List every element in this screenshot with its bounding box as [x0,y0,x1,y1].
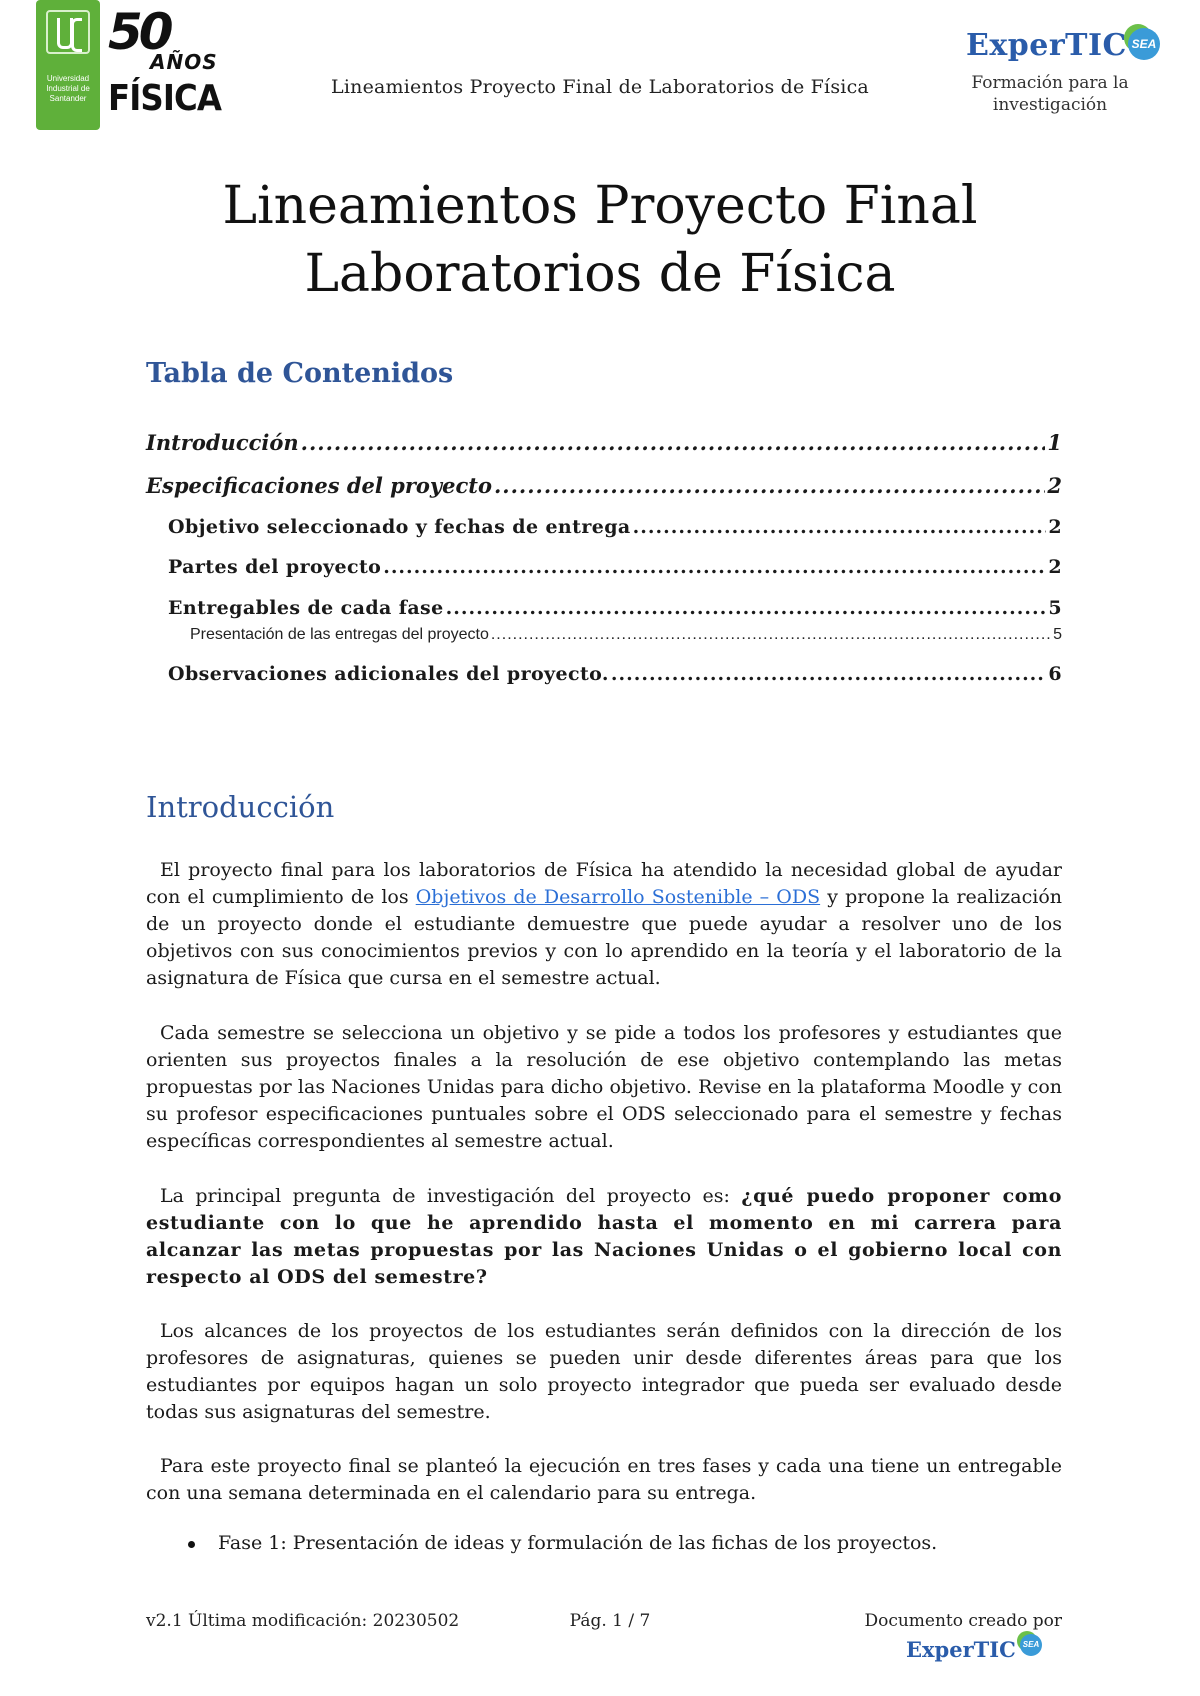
footer-expertic-brand [906,1637,1016,1662]
footer-created-by: Documento creado por [864,1611,1062,1631]
toc-entry-label: Especificaciones del proyecto [146,473,492,498]
toc-heading: Tabla de Contenidos [146,358,454,389]
expertic-brand [966,28,1127,63]
toc-entry-label: Entregables de cada fase [168,597,444,619]
expertic-brand-a: Exper [966,28,1066,63]
intro-paragraph-2 [146,1020,1062,1155]
document-title [100,172,1100,308]
toc-entry-entregables[interactable] [168,597,1062,619]
toc-leader-dots [383,556,1046,578]
toc-entry-label: Partes del proyecto [168,556,382,578]
uis-monogram-icon [46,10,90,54]
toc-leader-dots [491,626,1051,644]
intro-p1-text-a: El proyecto final para los laboratorios de Física ha atendido la necesidad global de ayudar con el cumplimiento de los [146,859,1062,908]
fisica-logo-anos: AÑOS [150,50,218,74]
phases-list [146,1530,1062,1557]
toc-entry-objetivo[interactable] [168,516,1062,538]
toc-entry-page: 5 [1053,626,1062,643]
fisica-logo-word: FÍSICA [108,78,222,119]
sea-badge-icon: SEA [1128,28,1160,60]
footer-version: v2.1 Última modificación: 20230502 [146,1611,460,1631]
expertic-tagline: Formación para la investigación [971,73,1129,115]
toc-entry-presentacion[interactable] [190,626,1062,644]
toc-entry-page: 2 [1047,473,1062,498]
footer-sea-badge-icon: SEA [1020,1634,1042,1656]
toc-leader-dots [494,473,1045,498]
toc-entry-page: 2 [1048,556,1062,578]
toc-entry-label: Objetivo seleccionado y fechas de entrega [168,516,631,538]
fisica-logo-fifty: 50 [108,3,170,61]
toc-entry-partes[interactable] [168,556,1062,578]
toc-entry-page: 1 [1047,430,1062,455]
toc-entry-page: 5 [1048,597,1062,619]
fisica-50-anos-logo [108,3,222,128]
toc-entry-label: Presentación de las entregas del proyecto [190,626,489,643]
toc-entry-page: 2 [1048,516,1062,538]
toc-entry-label: Observaciones adicionales del proyecto. [168,663,609,685]
bullet-icon [188,1541,195,1548]
footer-brand-a: Exper [906,1637,974,1662]
intro-paragraph-4 [146,1318,1062,1426]
uis-logo-text: Universidad Industrial de Santander [46,74,90,103]
running-header-title: Lineamientos Proyecto Final de Laboratorios de Física [331,76,869,98]
list-item [146,1530,1062,1557]
intro-paragraph-1 [146,857,1062,992]
intro-paragraph-3 [146,1183,1062,1291]
expertic-brand-b: TIC [1065,28,1127,63]
footer-page-number: Pág. 1 / 7 [569,1611,651,1631]
toc-leader-dots [301,430,1046,455]
toc-entry-label: Introducción [146,430,299,455]
toc-entry-especificaciones[interactable] [146,473,1062,498]
intro-p3-text: La principal pregunta de investigación del proyecto es: [160,1185,742,1207]
intro-p4-text: Los alcances de los proyectos de los estudiantes serán definidos con la dirección de los profesores de asignaturas, quienes se pueden unir desde diferentes áreas para que los estudiantes por equipos hagan un solo proyecto integrador que pueda ser evaluado desde todas sus asignaturas del semestre. [146,1320,1062,1423]
ods-link[interactable]: Objetivos de Desarrollo Sostenible – ODS [415,886,821,908]
toc-leader-dots [446,597,1047,619]
toc-entry-page: 6 [1048,663,1062,685]
intro-paragraph-5 [146,1453,1062,1507]
uis-logo [36,0,100,130]
toc-leader-dots [633,516,1047,538]
intro-p5-text: Para este proyecto final se planteó la ejecución en tres fases y cada una tiene un entregable con una semana determinada en el calendario para su entrega. [146,1455,1062,1504]
intro-p2-text: Cada semestre se selecciona un objetivo y se pide a todos los profesores y estudiantes que orienten sus proyectos finales a la resolución de ese objetivo contemplando las metas propuestas por las Naciones Unidas para dicho objetivo. Revise en la plataforma Moodle y con su profesor especificaciones puntuales sobre el ODS seleccionado para el semestre y fechas específicas correspondientes al semestre actual. [146,1022,1062,1152]
section-heading-introduccion: Introducción [146,790,335,824]
expertic-logo [930,18,1160,118]
toc-entry-introduccion[interactable] [146,430,1062,455]
intro-p1-text-b: y propone la realización de un proyecto donde el estudiante demuestre que puede ayudar a resolver uno de los objetivos con sus conocimientos previos y con lo aprendido en la teoría y el laboratorio de la asignatura de Física que cursa en el semestre actual. [146,886,1062,989]
list-item-text: Fase 1: Presentación de ideas y formulación de las fichas de los proyectos. [218,1532,938,1554]
document-title-line1: Lineamientos Proyecto Final [222,176,978,236]
research-question: ¿qué puedo proponer como estudiante con lo que he aprendido hasta el momento en mi carrera para alcanzar las metas propuestas por las Naciones Unidas o el gobierno local con respecto al ODS del semestre? [146,1185,1062,1288]
document-title-line2: Laboratorios de Física [304,244,896,304]
toc-entry-observaciones[interactable] [168,663,1062,685]
footer-brand-b: TIC [973,1637,1016,1662]
toc-leader-dots [611,663,1047,685]
